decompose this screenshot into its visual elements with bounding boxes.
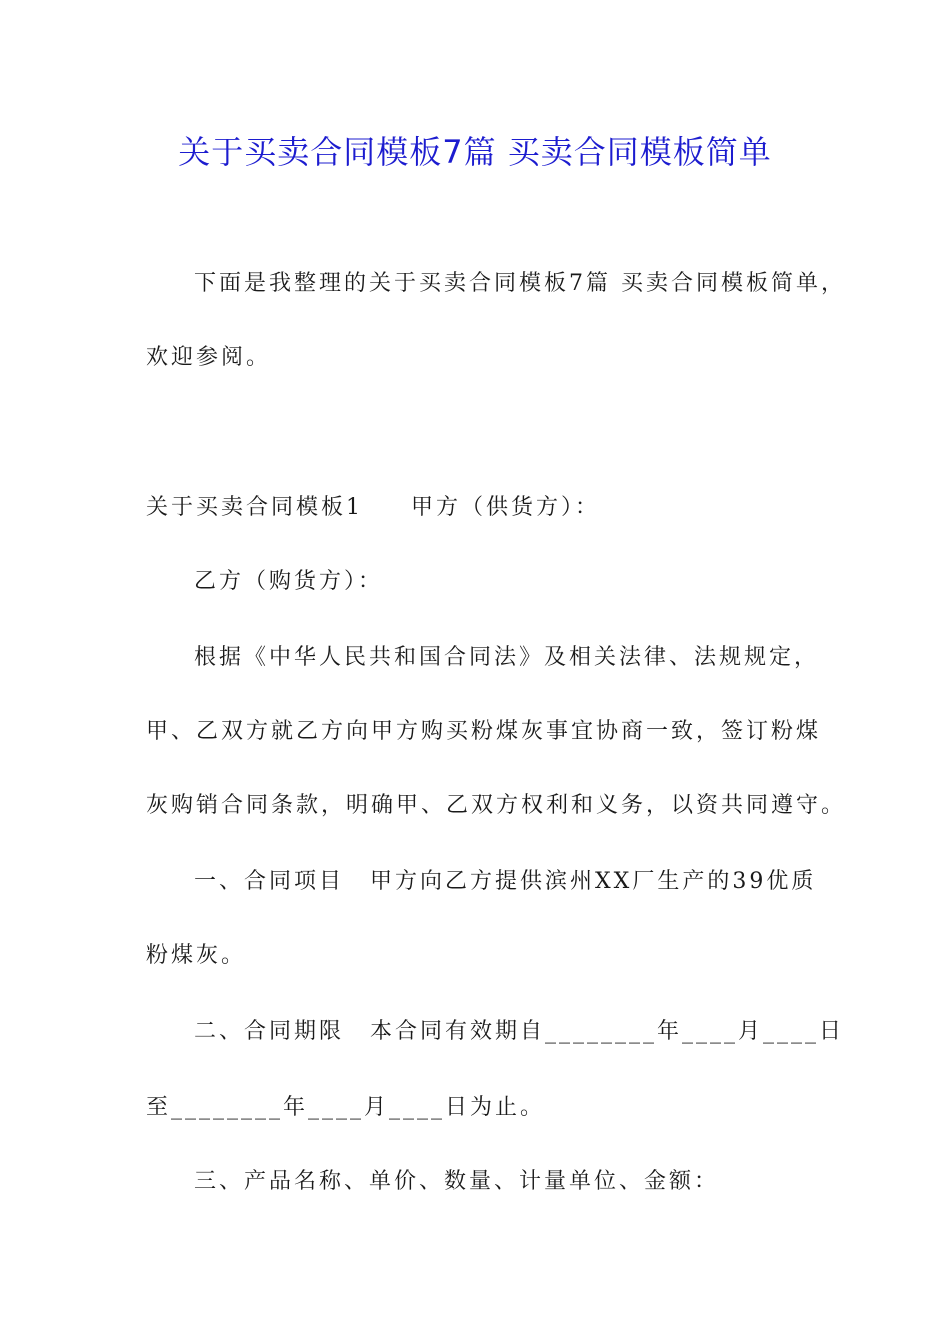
item-2-text: 本合同有效期自________年____月____日 <box>370 1019 845 1044</box>
party-a-label: 甲方（供货方）： <box>411 495 601 520</box>
item-2-label: 二、合同期限 <box>194 1019 345 1044</box>
item-2-line-1 <box>194 1014 844 1050</box>
item-2-line-2: 至________年____月____日为止。 <box>146 1095 546 1120</box>
section-1-heading: 关于买卖合同模板1 <box>146 495 363 520</box>
intro-line-1: 下面是我整理的关于买卖合同模板7篇 买卖合同模板简单， <box>194 271 846 296</box>
para-1-line-2: 甲、乙双方就乙方向甲方购买粉煤灰事宜协商一致，签订粉煤 <box>146 719 822 744</box>
party-b-label: 乙方（购货方）： <box>194 569 384 594</box>
section-1-heading-line <box>146 490 600 526</box>
item-3-line: 三、产品名称、单价、数量、计量单位、金额： <box>194 1169 720 1194</box>
intro-line-2: 欢迎参阅。 <box>146 345 272 370</box>
document-title: 关于买卖合同模板7篇 买卖合同模板简单 <box>178 133 772 171</box>
item-1-line-2: 粉煤灰。 <box>146 943 247 968</box>
para-1-line-3: 灰购销合同条款，明确甲、乙双方权利和义务，以资共同遵守。 <box>146 793 847 818</box>
item-1-line-1 <box>194 864 816 900</box>
item-1-label: 一、合同项目 <box>194 869 345 894</box>
para-1-line-1: 根据《中华人民共和国合同法》及相关法律、法规规定， <box>194 645 820 670</box>
item-1-text: 甲方向乙方提供滨州XX厂生产的39优质 <box>370 869 817 894</box>
